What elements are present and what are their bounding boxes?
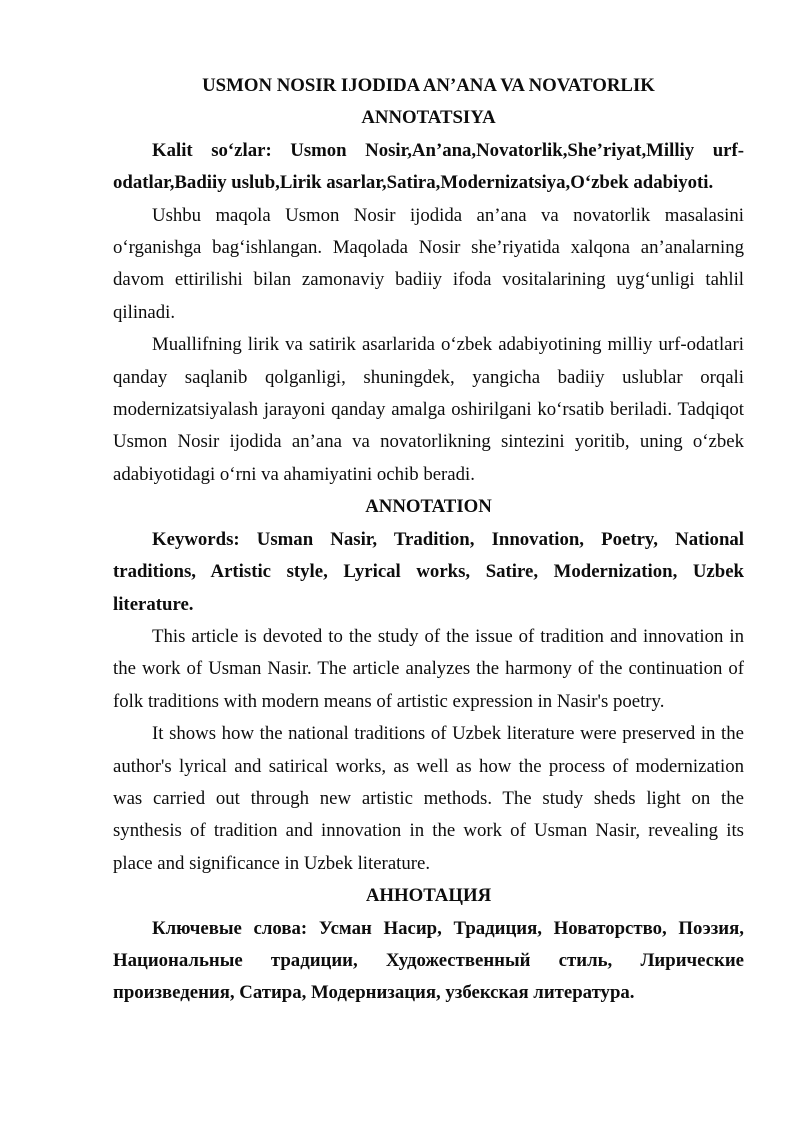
- section-heading-annotacia: АННОТАЦИЯ: [365, 885, 492, 907]
- section-heading-annotation: ANNOTATION: [365, 496, 492, 518]
- keywords-uzbek: Kalit so‘zlar: Usmon Nosir,An’ana,Novatorlik,She’riyat,Milliy urf-odatlar,Badiiy uslub,Lirik asarlar,Satira,Modernizatsiya,O‘zbek adabiyoti.: [113, 139, 744, 194]
- section-heading-annotatsiya: ANNOTATSIYA: [361, 107, 496, 129]
- keywords-english: Keywords: Usman Nasir, Tradition, Innovation, Poetry, National traditions, Artistic style, Lyrical works, Satire, Modernization, Uzbek literature.: [113, 528, 744, 615]
- paragraph-english-2: It shows how the national traditions of Uzbek literature were preserved in the author's lyrical and satirical works, as well as how the process of modernization was carried out through new artistic methods. The study sheds light on the synthesis of tradition and innovation in the work of Usman Nasir, revealing its place and significance in Uzbek literature.: [113, 723, 744, 874]
- paragraph-uzbek-2: Muallifning lirik va satirik asarlarida o‘zbek adabiyotining milliy urf-odatlari qanday saqlanib qolganligi, shuningdek, yangicha badiiy uslublar orqali modernizatsiyalash jarayoni qanday amalga oshirilgani ko‘rsatib beriladi. Tadqiqot Usmon Nosir ijodida an’ana va novatorlikning sintezini yoritib, uning o‘zbek adabiyotidagi o‘rni va ahamiyatini ochib beradi.: [113, 334, 744, 485]
- paragraph-english-1: This article is devoted to the study of the issue of tradition and innovation in the work of Usman Nasir. The article analyzes the harmony of the continuation of folk traditions with modern means of artistic expression in Nasir's poetry.: [113, 625, 744, 712]
- document-content: [113, 70, 744, 1010]
- document-title: USMON NOSIR IJODIDA AN’ANA VA NOVATORLIK: [202, 75, 655, 96]
- keywords-russian: Ключевые слова: Усман Насир, Традиция, Новаторство, Поэзия, Национальные традиции, Художественный стиль, Лирические произведения, Сатира, Модернизация, узбекская литература.: [113, 917, 744, 1004]
- paragraph-uzbek-1: Ushbu maqola Usmon Nosir ijodida an’ana va novatorlik masalasini o‘rganishga bag‘ishlangan. Maqolada Nosir she’riyatida xalqona an’analarning davom ettirilishi bilan zamonaviy badiiy ifoda vositalarining uyg‘unligi tahlil qilinadi.: [113, 204, 744, 323]
